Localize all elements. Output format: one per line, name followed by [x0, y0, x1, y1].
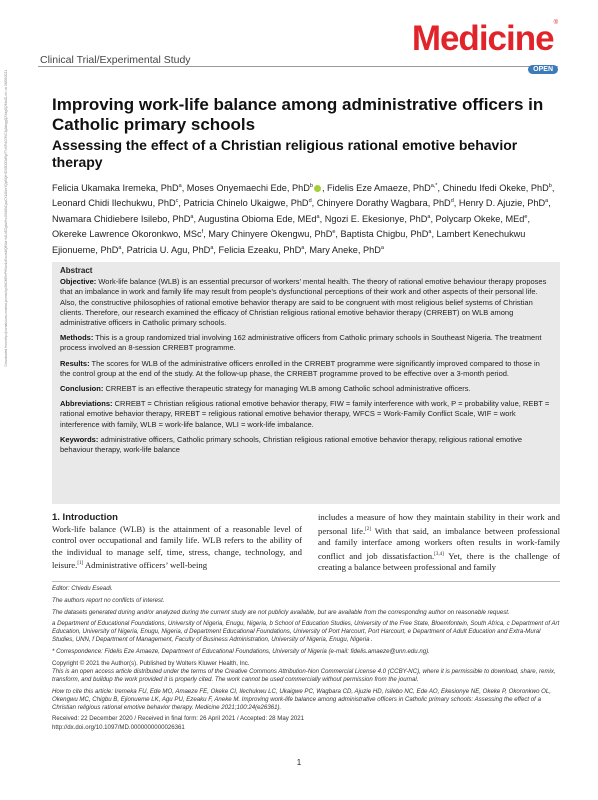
abstract-results: Results: The scores for WLB of the administrative officers enrolled in the CRREBT programme were significantly improved compared to those in the control group at the end of the study. At the follow-up phase, the CRREBT programme proved to be effective over a 3-month period.	[60, 358, 540, 378]
abstract-heading: Abstract	[60, 266, 93, 275]
section-heading-introduction: 1. Introduction	[52, 512, 118, 523]
author-affiliation-mark: d	[450, 198, 454, 205]
author-name: Chinyere Dorathy Wagbara, PhD	[316, 198, 451, 209]
author-name: Mary Aneke, PhD	[309, 244, 381, 255]
author-affiliation-mark: a	[190, 213, 194, 220]
abstract-methods: Methods: This is a group randomized trial involving 162 administrative officers from Catholic primary schools in Southeast Nigeria. The treatment process involved an 8-session CRREBT programme.	[60, 333, 542, 353]
logo-wordmark: Medicine	[411, 19, 554, 58]
editor-note: Editor: Chiedu Eseadi.	[52, 585, 113, 592]
affiliations: a Department of Educational Foundations, University of Nigeria, Enugu, Nigeria, b School of Education Studies, University of the Free State, Bloemfontein, South Africa, c Department of Art Education, University of Nigeria, Enugu, Nigeria, d Department Educational Foundations, University of Port Harcourt, Port Harcourt, e Department of Adult Education and Extra-Mural Studies, UNN, f Department of Management, Faculty of Business Administration, University of Nigeria, Enugu, Nigeria .	[52, 620, 560, 643]
author-affiliation-mark: a	[316, 213, 320, 220]
license-note: This is an open access article distributed under the terms of the Creative Commons Attribution-Non Commercial License 4.0 (CCBY-NC), where it is permissible to download, share, remix, transform, and buildup the work provided it is properly cited. The work cannot be used commercially without permission from the journal.	[52, 668, 556, 684]
author-name: Felicia Ukamaka Iremeka, PhD	[52, 183, 179, 194]
doi-link[interactable]: http://dx.doi.org/10.1097/MD.0000000000026361	[52, 724, 185, 732]
correspondence-note: * Correspondence: Fidelis Eze Amaeze, Department of Educational Foundations, University of Nigeria (e-mail: fidelis.amaeze@unn.edu.ng).	[52, 647, 430, 655]
author-affiliation-mark: a	[301, 244, 305, 251]
author-affiliation-mark: f	[201, 229, 204, 236]
author-affiliation-mark: a	[428, 229, 432, 236]
abstract-objective: Objective: Work-life balance (WLB) is an essential precursor of workers’ mental health. The theory of rational emotive behaviour therapy proposes that an imbalance in work and family life may result from people’s dysfunctional perceptions of their work and other aspects of their personal life. Also, the constructive philosophies of rational emotive behavior therapy are said to be congruent with most religious belief systems of Christian clients. Therefore, our research examined the efficacy of Christian religious rational emotive behavior therapy (CRREBT) on WLB among administrative officers in Catholic primary schools.	[60, 277, 547, 328]
author-name: Moses Onyemaechi Ede, PhD	[186, 183, 310, 194]
author-name: Henry D. Ajuzie, PhD	[458, 198, 546, 209]
footnotes	[52, 585, 560, 736]
author-affiliation-mark: a	[380, 244, 384, 251]
author-name: Ngozi E. Ekesionye, PhD	[324, 214, 428, 224]
citation-link[interactable]: [3,4]	[434, 551, 444, 557]
copyright-line: Copyright © 2021 the Author(s). Published by Wolters Kluwer Health, Inc.	[52, 659, 250, 667]
author-affiliation-mark: c	[175, 198, 179, 205]
author-list: Felicia Ukamaka Iremeka, PhD$^a$, Moses Onyemaechi Ede, PhD$^b$ , Fidelis Eze Amaeze, PhD$^{a,*}$, Chinedu Ifedi Okeke, PhD$^b$, Leonard Chidi Ilechukwu, PhD$^c$, Patricia Chinelo Ukaigwe, PhD$^d$, Chinyere Dorathy Wagbara, PhD$^d$, Henry D. Ajuzie, PhD$^a$, Nwamara Chidiebere Isilebo, PhD$^a$, Augustina Obioma Ede, MEd$^a$, Ngozi E. Ekesionye, PhD$^a$, Polycarp Okeke, MEd$^e$, Okereke Lawrence Okoronkwo, MSc$^f$, Mary Chinyere Okengwu, PhD$^e$, Baptista Chigbu, PhD$^a$, Lambert Kenechukwu Ejionueme, PhD$^a$, Patricia U. Agu, PhD$^a$, Felicia Ezeaku, PhD$^a$, Mary Aneke, PhD$^a$	[52, 183, 555, 255]
abstract-box	[52, 262, 560, 504]
article-title: Improving work-life balance among administrative officers in Catholic primary schools	[52, 95, 544, 134]
author-affiliation-mark: a	[545, 198, 549, 205]
author-affiliation-mark: e	[524, 213, 528, 220]
open-access-badge: OPEN	[528, 65, 558, 74]
author-name: Nwamara Chidiebere Isilebo, PhD	[52, 214, 191, 224]
conflict-note: The authors report no conflicts of interest.	[52, 596, 165, 604]
author-name: Augustina Obioma Ede, MEd	[198, 214, 317, 224]
citation-link[interactable]: [1]	[77, 561, 84, 567]
author-affiliation-mark: d	[308, 198, 312, 205]
author-name: Fidelis Eze Amaeze, PhD	[327, 183, 431, 194]
page-number: 1	[296, 758, 302, 767]
author-affiliation-mark: a	[210, 244, 214, 251]
author-name: Felicia Ezeaku, PhD	[218, 244, 302, 255]
author-affiliation-mark: b	[548, 183, 552, 189]
citation-link[interactable]: [2]	[365, 526, 371, 532]
author-name: Mary Chinyere Okengwu, PhD	[208, 229, 333, 240]
article-section-label: Clinical Trial/Experimental Study	[40, 54, 191, 66]
orcid-icon[interactable]	[314, 185, 321, 192]
author-affiliation-mark: e	[332, 229, 336, 236]
author-name: Leonard Chidi Ilechukwu, PhD	[52, 198, 176, 209]
body-column-right: includes a measure of how they maintain stability in their work and personal life.[2] With that said, an imbalance between professional and family interface among workers often results in work-family conflict and job dissatisfaction.[3,4] Yet, there is the challenge of creating a balance between professional and family	[318, 512, 561, 573]
abstract-keywords: Keywords: administrative officers, Catholic primary schools, Christian religious rational emotive behavior therapy, religious rational emotive behaviour therapy, work-life balance	[60, 434, 523, 455]
author-affiliation-mark: a	[178, 183, 182, 189]
author-affiliation-mark: a,*	[430, 183, 438, 189]
footnote-divider	[52, 581, 560, 582]
download-watermark: Downloaded from http://journals.lww.com/md-journal by BhDMf5ePHKav1zEoum1tQfN4a+kJLhEZgbsIHo4XMi0hCywCX1AWnYQp/IlQrHD3i3D0OdRyi7TvSFl4Cf3VC1y0abggQZXdgGj2MwlZLeI= on 06/08/2021	[4, 70, 8, 367]
abstract-conclusion: Conclusion: CRREBT is an effective therapeutic strategy for managing WLB among Catholic school administrative officers.	[60, 384, 471, 394]
author-name: Polycarp Okeke, MEd	[435, 214, 525, 224]
author-name: Baptista Chigbu, PhD	[340, 229, 429, 240]
citation-note: How to cite this article: Iremeka FU, Ede MO, Amaeze FE, Okeke CI, Ilechukwu LC, Ukaigwe PC, Wagbara CD, Ajuzie HD, Isilebo NC, Ede AO, Ekesionye NE, Okeke P, Okoronkwo OL, Okengwu MC, Chigbu B, Ejionueme LK, Agu PU, Ezeaku F, Aneke M. Improving work-life balance among administrative officers in Catholic primary schools: Assessing the effect of a Christian religious rational emotive behavior therapy. Medicine 2021;100:24(e26361).	[52, 687, 551, 711]
author-affiliation-mark: b	[309, 183, 313, 189]
author-name: Lambert Kenechukwu Ejionueme, PhD	[52, 229, 526, 255]
body-column-left: 1. Introduction Work-life balance (WLB) is the attainment of a reasonable level of control over occupational and family life. WLB refers to the ability of the individual to manage self, time, stress, change, technology, and leisure.[1] Administrative officers’ well-being	[52, 512, 302, 571]
abstract-abbreviations: Abbreviations: CRREBT = Christian religious rational emotive behavior therapy, FIW = family interference with work, P = probability value, REBT = rational emotive behavior therapy, RREBT = religious rational emotive behavior therapy, WFCS = Work-Family Conflict Scale, WIF = work interference with family, WLB = work-life balance, WLI = work-life imbalance.	[60, 399, 550, 429]
author-affiliation-mark: a	[427, 213, 431, 220]
data-availability-note: The datasets generated during and/or analyzed during the current study are not publicly available, but are available from the corresponding author on reasonable request.	[52, 608, 510, 616]
dates-line: Received: 22 December 2020 / Received in final form: 26 April 2021 / Accepted: 28 May 2021	[52, 715, 305, 723]
author-name: Patricia Chinelo Ukaigwe, PhD	[183, 198, 309, 209]
author-affiliation-mark: a	[118, 244, 122, 251]
author-name: Okereke Lawrence Okoronkwo, MSc	[52, 229, 202, 240]
author-name: Chinedu Ifedi Okeke, PhD	[442, 183, 549, 194]
journal-logo: Medicine® OPEN	[411, 19, 558, 73]
article-subtitle: Assessing the effect of a Christian religious rational emotive behavior therapy	[52, 137, 518, 170]
author-name: Patricia U. Agu, PhD	[126, 244, 211, 255]
